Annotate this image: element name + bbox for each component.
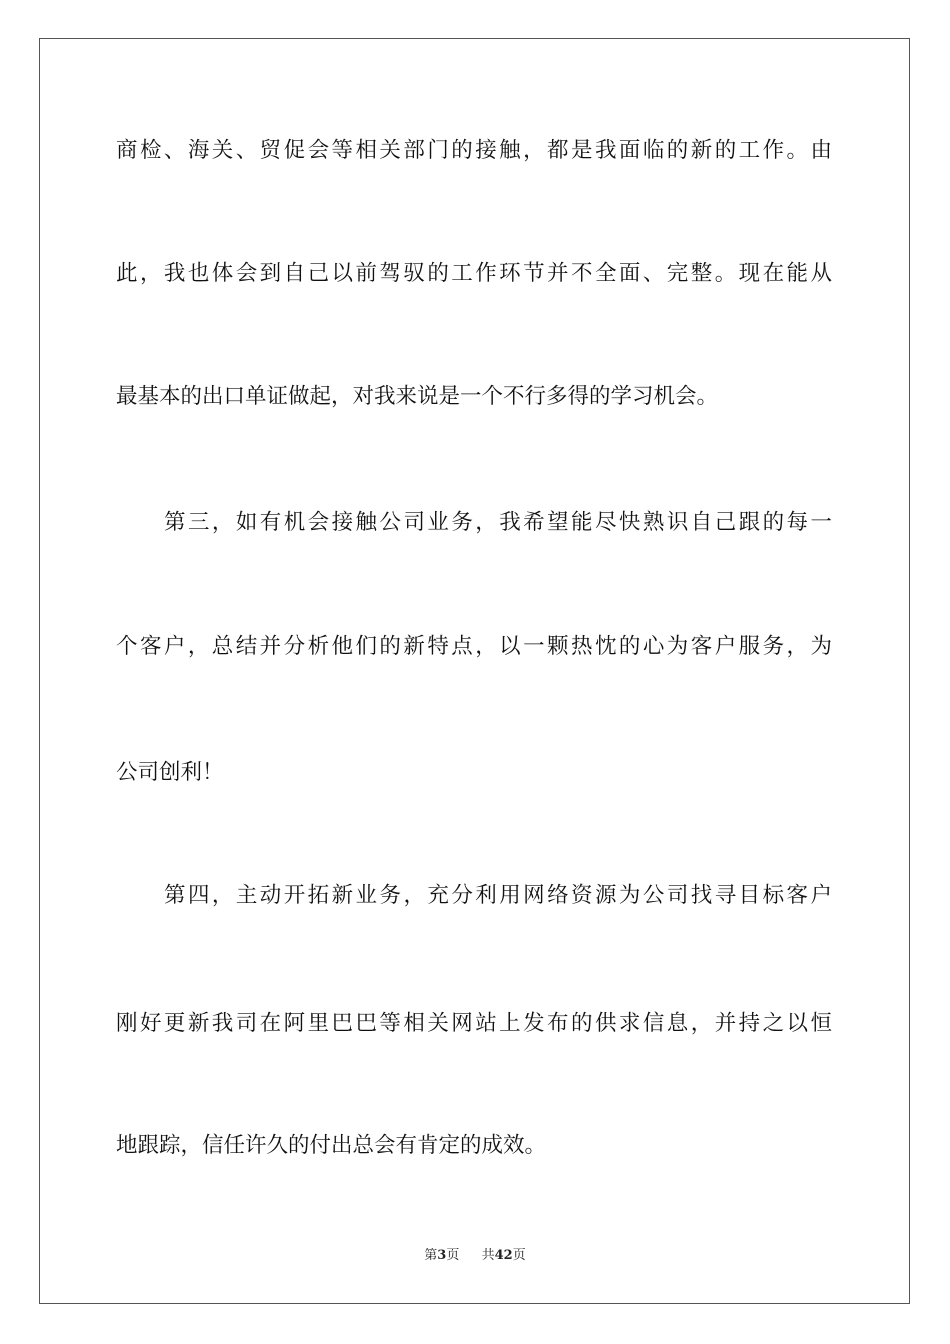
- footer-page-number: 3: [437, 1248, 447, 1263]
- body-text-line-7: 第四，主动开拓新业务，充分利用网络资源为公司找寻目标客户: [164, 883, 832, 908]
- body-text-line-8: 刚好更新我司在阿里巴巴等相关网站上发布的供求信息，并持之以恒: [116, 1011, 832, 1036]
- body-text-line-4: 第三，如有机会接触公司业务，我希望能尽快熟识自己跟的每一: [164, 510, 832, 535]
- body-text-line-1: 商检、海关、贸促会等相关部门的接触，都是我面临的新的工作。由: [116, 138, 832, 163]
- footer-total-suffix: 页: [512, 1248, 526, 1263]
- body-text-line-5: 个客户，总结并分析他们的新特点，以一颗热忱的心为客户服务，为: [116, 634, 832, 659]
- page-border: [39, 38, 910, 1304]
- page-footer: [0, 1247, 950, 1265]
- body-text-line-9: 地跟踪，信任许久的付出总会有肯定的成效。: [116, 1133, 547, 1158]
- body-text-line-2: 此，我也体会到自己以前驾驭的工作环节并不全面、完整。现在能从: [116, 261, 832, 286]
- footer-page-suffix: 页: [446, 1248, 460, 1263]
- footer-total-number: 42: [494, 1248, 513, 1263]
- body-text-line-3: 最基本的出口单证做起，对我来说是一个不行多得的学习机会。: [116, 384, 719, 409]
- body-text-line-6: 公司创利！: [116, 760, 224, 785]
- footer-page-prefix: 第: [424, 1248, 438, 1263]
- footer-total-prefix: 共: [481, 1248, 495, 1263]
